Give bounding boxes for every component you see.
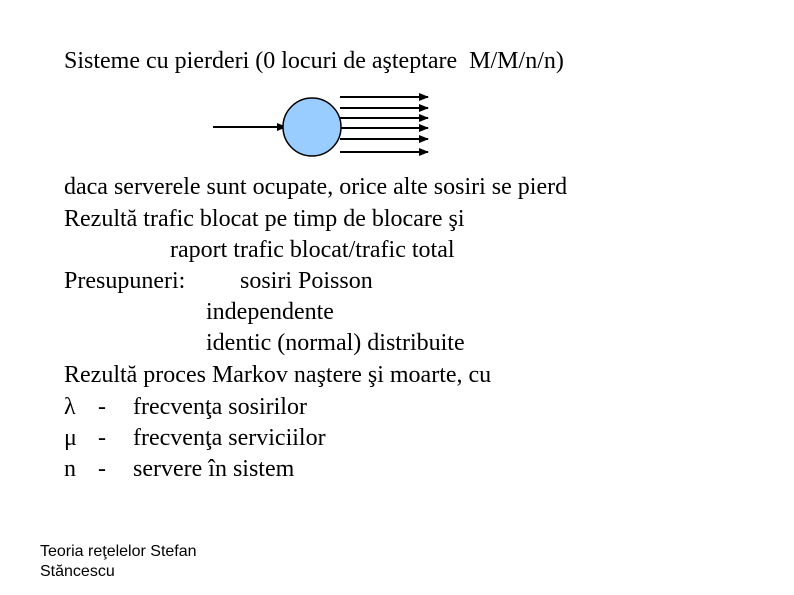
output-arrows: [340, 97, 428, 152]
text-line-2: Rezultă trafic blocat pe timp de blocare şi: [64, 206, 465, 232]
server-circle: [283, 98, 341, 156]
slide-title: Sisteme cu pierderi (0 locuri de aşteptare M/M/n/n): [64, 48, 564, 74]
text-line-7: Rezultă proces Markov naştere şi moarte, cu: [64, 362, 492, 388]
param-n-dash: -: [98, 456, 106, 482]
text-line-4: Presupuneri:: [64, 268, 186, 294]
param-n-desc: servere în sistem: [133, 456, 295, 482]
text-line-4b: sosiri Poisson: [240, 268, 373, 294]
param-lambda-symbol: λ: [64, 394, 76, 420]
footer-line-2: Stăncescu: [40, 563, 115, 580]
param-mu-desc: frecvenţa serviciilor: [133, 425, 326, 451]
text-line-1: daca serverele sunt ocupate, orice alte sosiri se pierd: [64, 174, 568, 200]
param-lambda-dash: -: [98, 394, 106, 420]
text-line-6: identic (normal) distribuite: [206, 330, 465, 356]
param-n-symbol: n: [64, 456, 76, 482]
text-line-3: raport trafic blocat/trafic total: [170, 237, 455, 263]
footer-author: [40, 542, 197, 582]
param-lambda-desc: frecvenţa sosirilor: [133, 394, 307, 420]
footer-line-1: Teoria reţelelor Stefan: [40, 543, 197, 560]
param-mu-symbol: μ: [64, 425, 77, 451]
text-line-5: independente: [206, 299, 334, 325]
param-mu-dash: -: [98, 425, 106, 451]
queue-diagram: [0, 0, 794, 200]
